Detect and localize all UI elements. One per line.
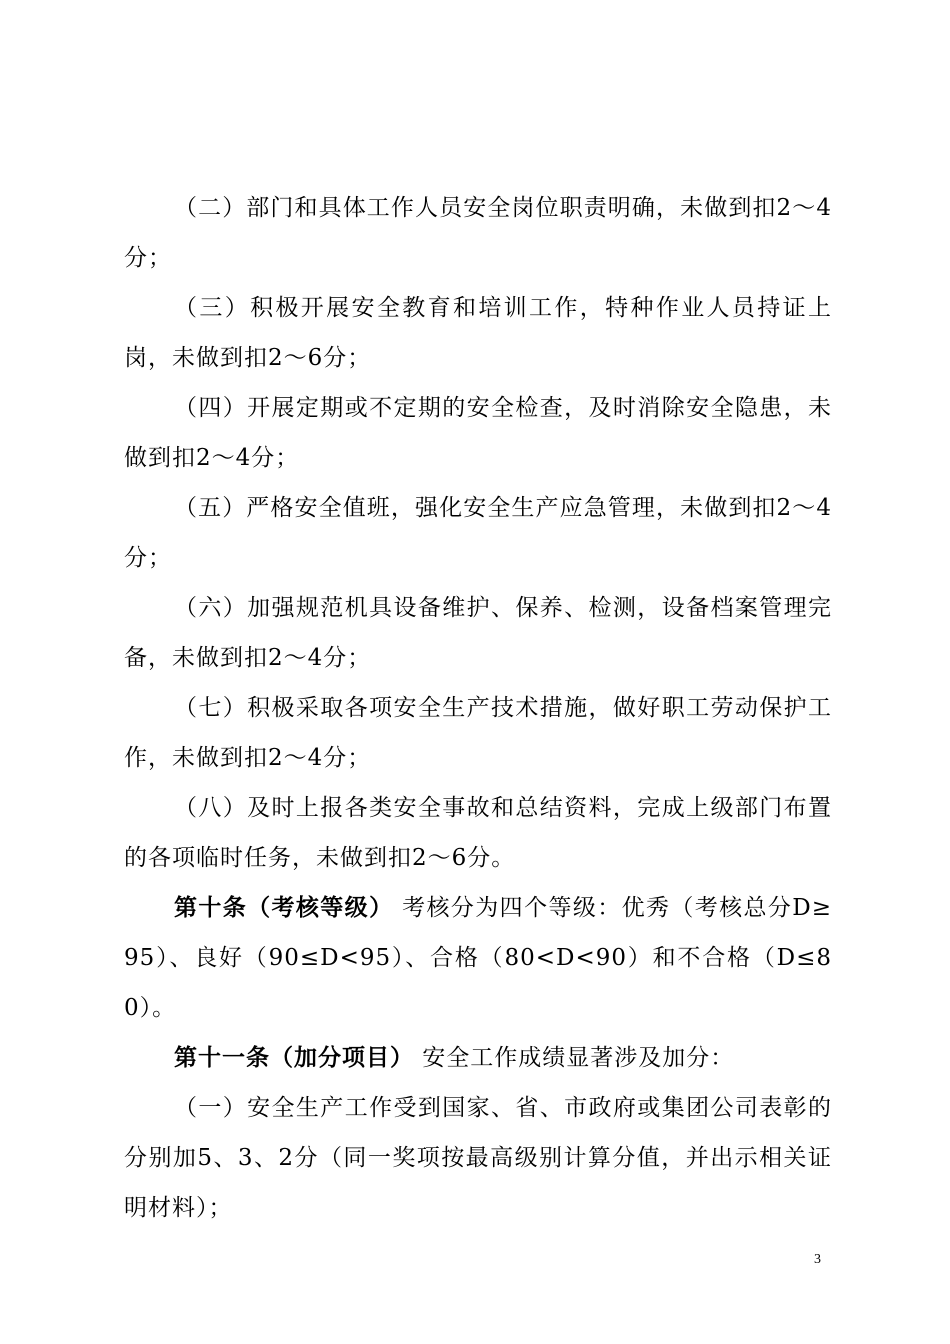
paragraph-text: （一）安全生产工作受到国家、省、市政府或集团公司表彰的分别加5、3、2分（同一奖项按最高级别计算分值，并出示相关证明材料）； [124, 1095, 832, 1221]
paragraph-item-8 [124, 783, 832, 883]
page-number: 3 [814, 1252, 821, 1267]
paragraph-text: （五）严格安全值班，强化安全生产应急管理，未做到扣2～4分； [124, 495, 832, 571]
paragraph-text: （六）加强规范机具设备维护、保养、检测，设备档案管理完备，未做到扣2～4分； [124, 595, 832, 671]
paragraph-item-6 [124, 583, 832, 683]
paragraph-article-11 [124, 1033, 832, 1083]
paragraph-text: （八）及时上报各类安全事故和总结资料，完成上级部门布置的各项临时任务，未做到扣2～6分。 [124, 795, 832, 871]
paragraph-item-4 [124, 383, 832, 483]
paragraph-item-5 [124, 483, 832, 583]
article-heading: 第十一条（加分项目） [174, 1044, 414, 1071]
paragraph-bonus-1 [124, 1083, 832, 1233]
paragraph-item-7 [124, 683, 832, 783]
document-body [124, 183, 832, 1233]
paragraph-text: （七）积极采取各项安全生产技术措施，做好职工劳动保护工作，未做到扣2～4分； [124, 695, 832, 771]
paragraph-article-10 [124, 883, 832, 1033]
paragraph-text: 安全工作成绩显著涉及加分： [414, 1045, 735, 1071]
paragraph-item-3 [124, 283, 832, 383]
article-heading: 第十条（考核等级） [174, 894, 394, 921]
paragraph-item-2 [124, 183, 832, 283]
paragraph-text: （二）部门和具体工作人员安全岗位职责明确，未做到扣2～4分； [124, 195, 832, 271]
paragraph-text: （四）开展定期或不定期的安全检查，及时消除安全隐患，未做到扣2～4分； [124, 395, 832, 471]
paragraph-text: （三）积极开展安全教育和培训工作，特种作业人员持证上岗，未做到扣2～6分； [124, 295, 832, 371]
paragraph-text: 考核分为四个等级：优秀（考核总分D≥95）、良好（90≤D<95）、合格（80<D<90）和不合格（D≤80）。 [124, 895, 832, 1021]
